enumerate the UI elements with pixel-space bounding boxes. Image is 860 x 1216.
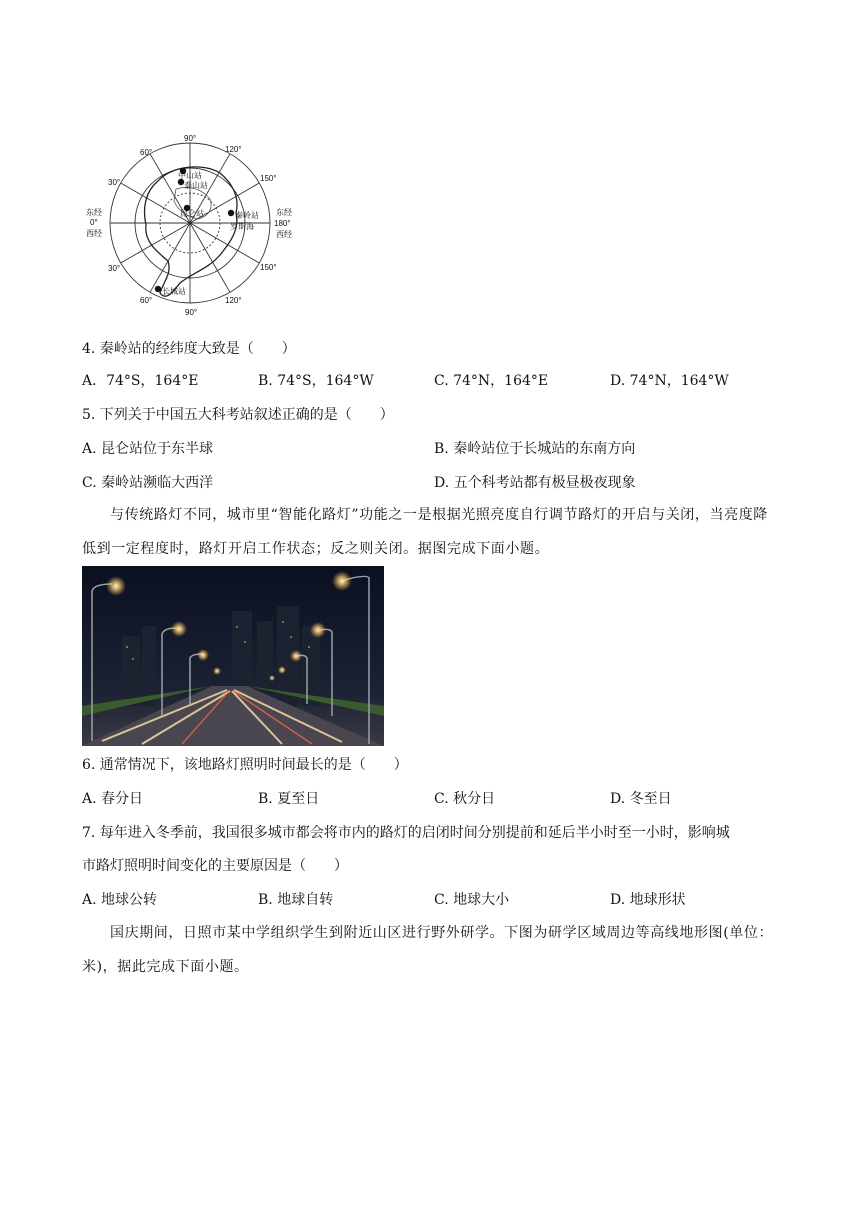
q5-option-c[interactable]: C. 秦岭站濒临大西洋 [82,475,214,491]
q6-option-b[interactable]: B. 夏至日 [258,791,320,807]
lon-label: 120° [225,296,242,305]
lon-label: 30° [108,178,121,187]
streetlight-intro: 与传统路灯不同，城市里“智能化路灯”功能之一是根据光照亮度自行调节路灯的开启与关闭，当亮度降低到一定程度时，路灯开启工作状态；反之则关闭。据图完成下面小题。 [82,507,768,557]
changcheng-label: 长城站 [162,287,186,296]
q6-option-a[interactable]: A. 春分日 [82,791,144,807]
kunlun-label: 昆仑站 [180,209,204,218]
q6-stem: 6. 通常情况下，该地路灯照明时间最长的是（ ） [82,757,408,773]
lon-label: 120° [225,145,242,154]
deg180-label: 180° [274,219,291,228]
q5-option-d[interactable]: D. 五个科考站都有极昼极夜现象 [434,475,636,491]
field-study-intro: 国庆期间，日照市某中学组织学生到附近山区进行野外研学。下图为研学区域周边等高线地形图(单位：米)，据此完成下面小题。 [82,925,774,975]
q7-option-a[interactable]: A. 地球公转 [82,892,158,908]
q7-stem-line1: 7. 每年进入冬季前，我国很多城市都会将市内的路灯的启闭时间分别提前和延后半小时至一小时，影响城 [82,825,730,841]
antarctica-station-map [80,133,310,318]
q7-stem-line2: 市路灯照明时间变化的主要原因是（ ） [82,858,348,874]
lon-label: 150° [260,263,277,272]
west-label: 西经 [86,229,102,238]
ross-sea-label: 罗斯海 [230,222,254,231]
lon-label: 60° [140,296,153,305]
taishan-label: 泰山站 [184,181,208,190]
q6-option-c[interactable]: C. 秋分日 [434,791,496,807]
zhongshan-label: 中山站 [178,171,202,180]
q4-option-d[interactable]: D. 74°N，164°W [610,373,729,389]
street-light-photo [82,566,384,746]
q4-option-b[interactable]: B. 74°S，164°W [258,373,374,389]
lon-label: 60° [140,148,153,157]
lon-label: 90° [185,308,198,317]
west-label: 西经 [276,230,292,239]
changcheng-station-marker [155,286,161,292]
zero-label: 0° [90,218,98,227]
east-label: 东经 [86,208,102,217]
lon-label: 90° [184,134,197,143]
q7-option-c[interactable]: C. 地球大小 [434,892,510,908]
q5-stem: 5. 下列关于中国五大科考站叙述正确的是（ ） [82,407,394,423]
qinling-station-marker [228,210,234,216]
lon-label: 150° [260,174,277,183]
q5-option-b[interactable]: B. 秦岭站位于长城站的东南方向 [434,441,636,457]
lon-label: 30° [108,264,121,273]
east-label: 东经 [276,208,292,217]
q4-stem: 4. 秦岭站的经纬度大致是（ ） [82,341,296,357]
q4-option-c[interactable]: C. 74°N，164°E [434,373,549,389]
q7-option-b[interactable]: B. 地球自转 [258,892,334,908]
q6-option-d[interactable]: D. 冬至日 [610,791,672,807]
q4-option-a[interactable]: A．74°S，164°E [82,373,199,389]
q7-option-d[interactable]: D. 地球形状 [610,892,686,908]
qinling-label: 秦岭站 [235,211,259,220]
q5-option-a[interactable]: A. 昆仑站位于东半球 [82,441,214,457]
